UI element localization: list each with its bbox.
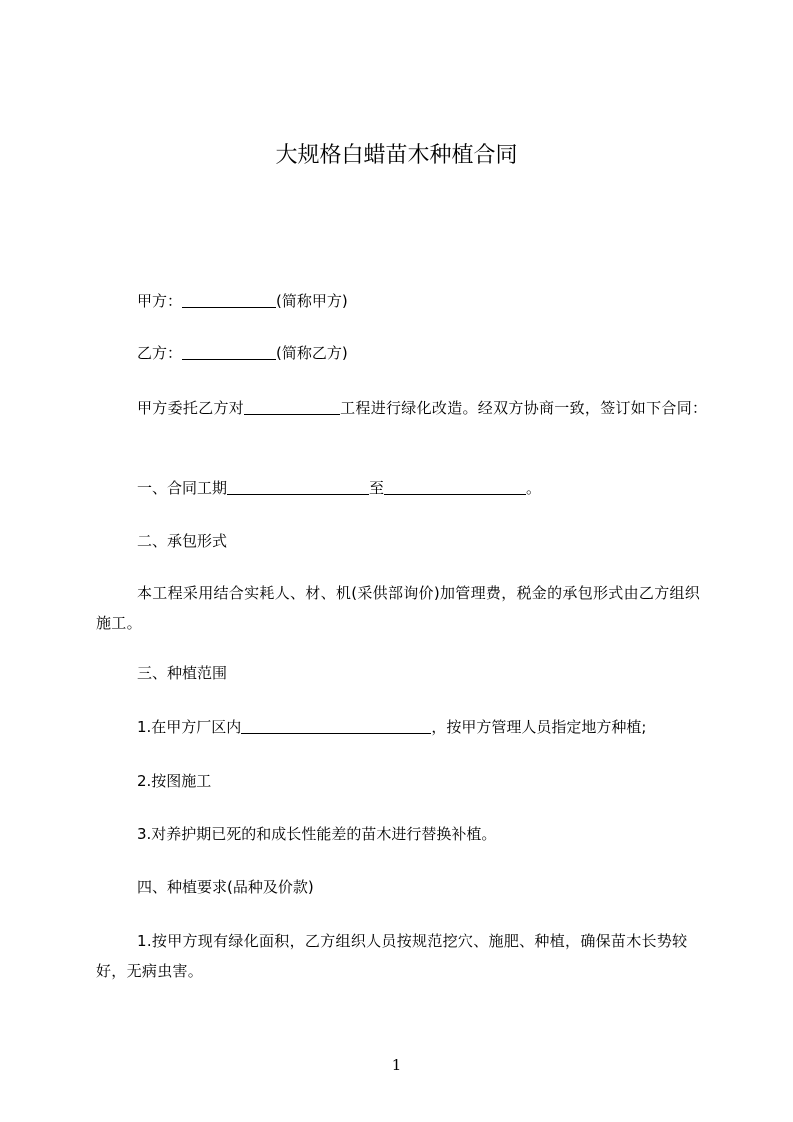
party-b-line [137,342,348,364]
project-name-blank [244,398,340,415]
section-3-item-2: 2.按图施工 [137,772,212,790]
party-b-suffix: (简称乙方) [276,344,348,362]
section-1-end: 。 [526,479,542,497]
party-a-label: 甲方： [137,292,183,310]
intro-paragraph [96,393,708,423]
document-title: 大规格白蜡苗木种植合同 [275,143,518,168]
party-a-blank [182,291,276,308]
section-1-prefix: 一、合同工期 [137,479,228,497]
start-date-blank [227,478,369,495]
section-2-body: 本工程采用结合实耗人、材、机(采供部询价)加管理费，税金的承包形式由乙方组织施工。 [96,584,701,632]
section-3-item-1 [137,716,646,738]
area-blank [241,717,431,734]
party-b-blank [182,343,276,360]
section-3-item-1-before: 1.在甲方厂区内 [137,718,242,736]
party-a-suffix: (简称甲方) [276,292,348,310]
end-date-blank [384,478,526,495]
intro-after: 工程进行绿化改造。经双方协商一致，签订如下合同： [340,399,708,417]
party-a-line [137,290,348,312]
section-1-middle: 至 [369,479,385,497]
section-4-item-1: 1.按甲方现有绿化面积，乙方组织人员按规范挖穴、施肥、种植，确保苗木长势较好，无病虫害。 [96,932,688,980]
section-4-heading: 四、种植要求(品种及价款) [137,878,314,896]
party-b-label: 乙方： [137,344,183,362]
page-number: 1 [391,1056,402,1074]
section-3-heading: 三、种植范围 [137,664,228,682]
section-3-item-1-after: ，按甲方管理人员指定地方种植; [431,718,647,736]
intro-before: 甲方委托乙方对 [137,399,245,417]
section-2-heading: 二、承包形式 [137,532,228,550]
section-3-item-3: 3.对养护期已死的和成长性能差的苗木进行替换补植。 [137,825,497,843]
section-1-line [137,477,541,499]
